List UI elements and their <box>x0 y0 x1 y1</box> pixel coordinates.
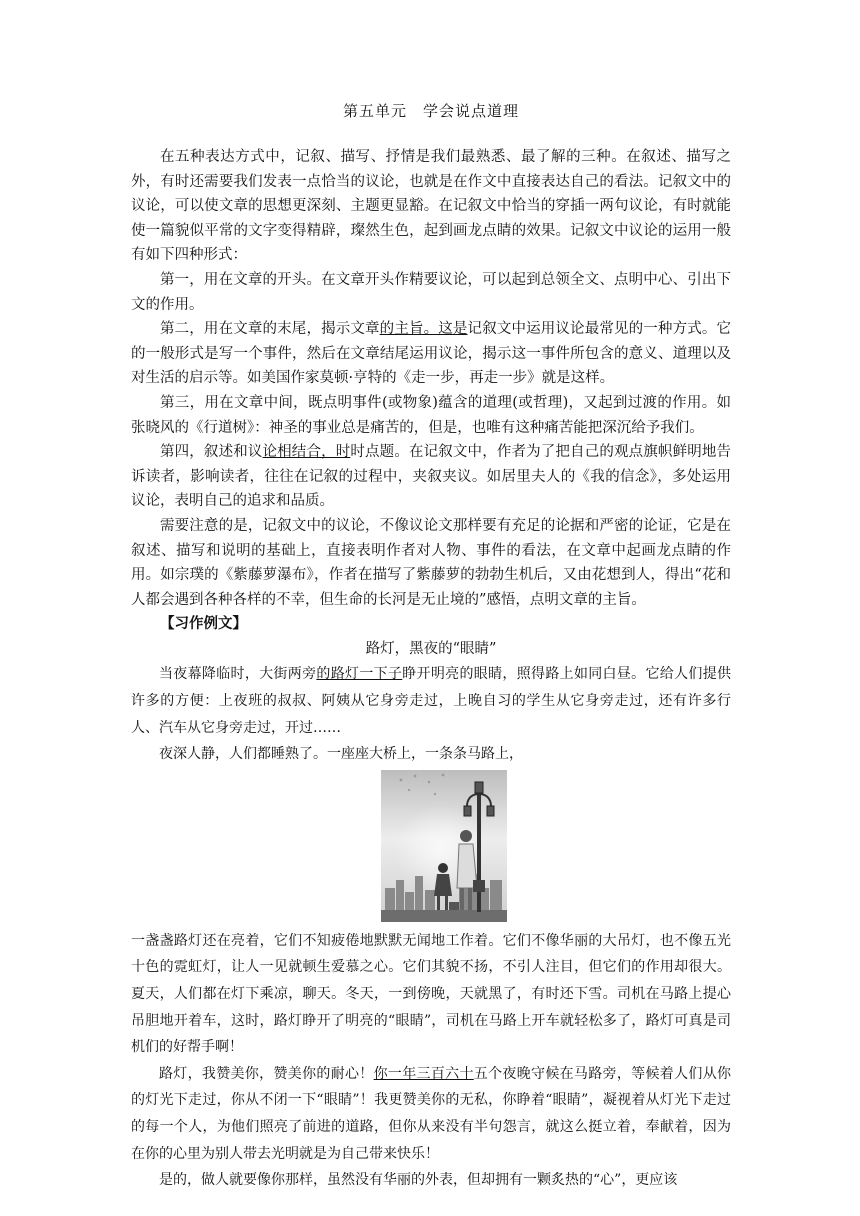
point-2-underlined: 的主旨。这是 <box>379 321 468 338</box>
page-title: 第五单元 学会说点道理 <box>342 102 519 120</box>
essay-p4-text-a: 路灯，我赞美你，赞美你的耐心！ <box>159 1065 374 1082</box>
essay-paragraph-5: 是的，做人就要像你那样，虽然没有华丽的外表，但却拥有一颗炙热的“心”，更应该 <box>159 1172 678 1189</box>
point-4-underlined: 论相结合，时 <box>262 444 351 461</box>
essay-p1-text-a: 当夜幕降临时，大街两旁 <box>159 666 317 683</box>
essay-paragraph-2: 夜深人静，人们都睡熟了。一座座大桥上，一条条马路上， <box>159 746 523 763</box>
essay-p4-text-b: 五个夜晚守候在马路旁，等候着人们从你的灯光下走过，你从不闭一下“眼睛”！我更赞美你的无私，你睁着“眼睛”，凝视着从灯光下走过的每一个人，为他们照亮了前进的道路，但你从来没有半句怨言，就这么挺立着，奉献着，因为在你的心里为别人带去光明就是为自己带来快乐！ <box>131 1065 732 1162</box>
intro-paragraph: 在五种表达方式中，记叙、描写、抒情是我们最熟悉、最了解的三种。在叙述、描写之外，有时还需要我们发表一点恰当的议论，也就是在作文中直接表达自己的看法。记叙文中的议论，可以使文章的思想更深刻、主题更显豁。在记叙文中恰当的穿插一两句议论，有时就能使一篇貌似平常的文字变得精辟，璨然生色，起到画龙点睛的效果。记叙文中议论的运用一般有如下四种形式： <box>131 149 731 264</box>
point-1-paragraph: 第一，用在文章的开头。在文章开头作精要议论，可以起到总领全文、点明中心、引出下文的作用。 <box>131 271 731 313</box>
essay-title: 路灯，黑夜的“眼睛” <box>365 640 497 657</box>
essay-p1-text-b: 睁开明亮的眼睛，照得路上如同白昼。它给人们提供许多的方便：上夜班的叔叔、阿姨从它身旁走过，上晚自习的学生从它身旁走过，还有许多行人、汽车从它身旁走过，开过…… <box>131 666 732 736</box>
essay-paragraph-3: 一盏盏路灯还在亮着，它们不知疲倦地默默无闻地工作着。它们不像华丽的大吊灯，也不像五光十色的霓虹灯，让人一见就顿生爱慕之心。它们其貌不扬，不引人注目，但它们的作用却很大。夏天，人们都在灯下乘凉，聊天。冬天，一到傍晚，天就黑了，有时还下雪。司机在马路上提心吊胆地开着车，这时，路灯睁开了明亮的“眼睛”，司机在马路上开车就轻松多了，路灯可真是司机们的好帮手啊！ <box>131 932 731 1056</box>
essay-paragraph-1 <box>131 661 731 741</box>
point-4-text-b: 时点题。在记叙文中，作者为了把自己的观点旗帜鲜明地告诉读者，影响读者，往往在记叙的过程中，夹叙夹议。如居里夫人的《我的信念》，多处运用议论，表明自己的追求和品质。 <box>131 444 732 510</box>
point-2-text-a: 第二，用在文章的末尾，揭示文章 <box>160 321 380 338</box>
essay-p1-underlined: 的路灯一下子 <box>316 666 403 683</box>
point-4-paragraph <box>131 440 731 514</box>
point-4-text-a: 第四，叙述和议 <box>160 444 263 461</box>
street-lamp-illustration <box>381 770 507 922</box>
essay-p4-underlined: 你一年三百六十 <box>373 1065 474 1082</box>
point-3-paragraph: 第三，用在文章中间，既点明事件(或物象)蕴含的道理(或哲理)，又起到过渡的作用。如张晓风的《行道树》：神圣的事业总是痛苦的，但是，也唯有这种痛苦能把深沉给予我们。 <box>131 394 731 436</box>
note-paragraph: 需要注意的是，记叙文中的议论，不像议论文那样要有充足的论据和严密的论证，它是在叙述、描写和说明的基础上，直接表明作者对人物、事件的看法，在文章中起画龙点睛的作用。如宗璞的《紫藤萝瀑布》，作者在描写了紫藤萝的勃勃生机后，又由花想到人，得出“花和人都会遇到各种各样的不幸，但生命的长河是无止境的”感悟，点明文章的主旨。 <box>131 517 731 608</box>
point-2-paragraph <box>131 317 731 391</box>
point-2-text-b: 记叙文中运用议论最常见的一种方式。它的一般形式是写一个事件，然后在文章结尾运用议论，揭示这一事件所包含的意义、道理以及对生活的启示等。如美国作家莫顿·亨特的《走一步，再走一步》就是这样。 <box>131 321 732 387</box>
section-heading: 【习作例文】 <box>160 615 247 633</box>
page <box>131 100 731 1194</box>
essay-paragraph-4 <box>131 1061 731 1167</box>
